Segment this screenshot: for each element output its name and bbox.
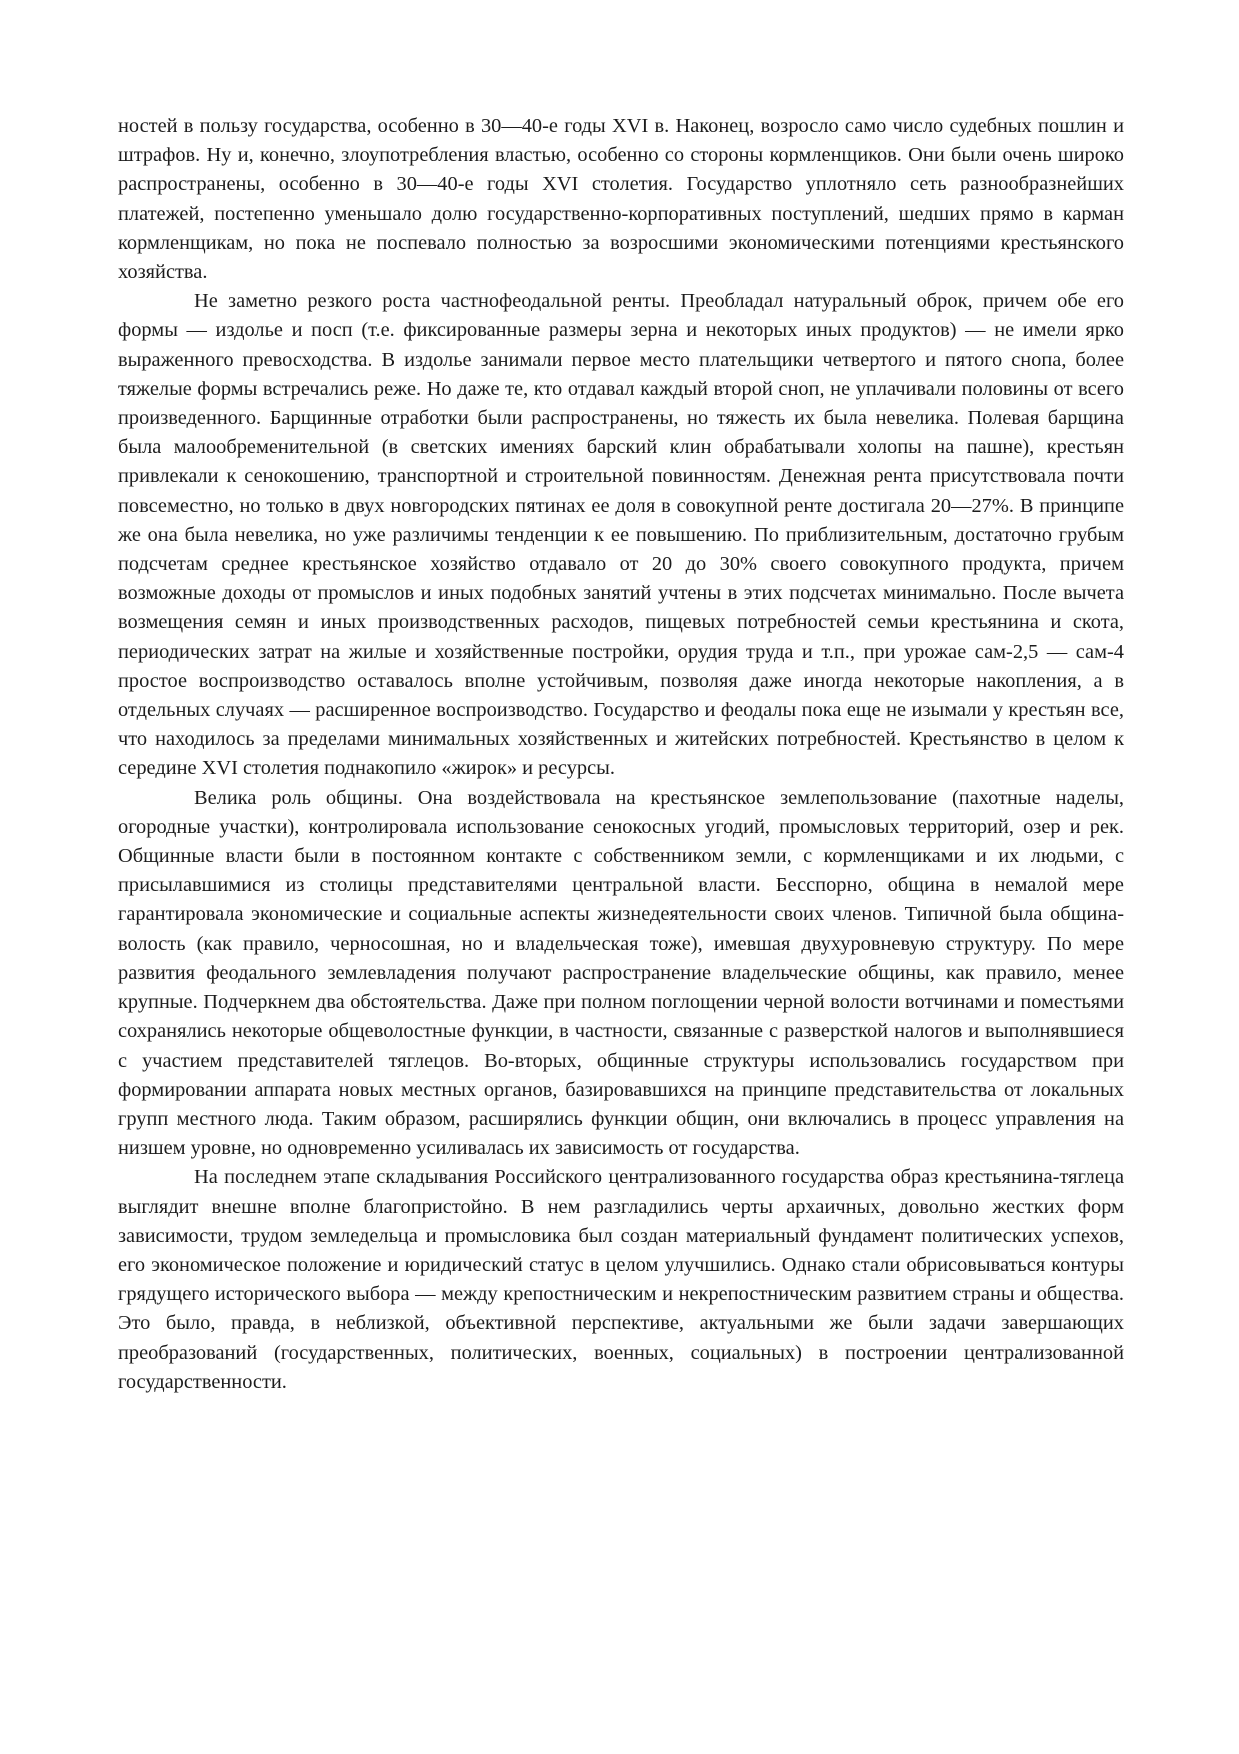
paragraph-1: ностей в пользу государства, особенно в 30—40-е годы XVI в. Наконец, возросло само число судебных пошлин и штрафов. Ну и, конечно, злоупотребления властью, особенно со стороны кормленщиков. Они были очень широко распространены, особенно в 30—40-е годы XVI столетия. Государство уплотняло сеть разнообразнейших платежей, постепенно уменьшало долю государственно-корпоративных поступлений, шедших прямо в карман кормленщикам, но пока не поспевало полностью за возросшими экономическими потенциями крестьянского хозяйства. [118,115,1124,284]
paragraph-3: Велика роль общины. Она воздействовала на крестьянское землепользование (пахотные наделы, огородные участки), контролировала использование сенокосных угодий, промысловых территорий, озер и рек. Общинные власти были в постоянном контакте с собственником земли, с кормленщиками и их людьми, с присылавшимися из столицы представителями центральной власти. Бесспорно, община в немалой мере гарантировала экономические и социальные аспекты жизнедеятельности своих членов. Типичной была община-волость (как правило, черносошная, но и владельческая тоже), имевшая двухуровневую структуру. По мере развития феодального землевладения получают распространение владельческие общины, как правило, менее крупные. Подчеркнем два обстоятельства. Даже при полном поглощении черной волости вотчинами и поместьями сохранялись некоторые общеволостные функции, в частности, связанные с разверсткой налогов и выполнявшиеся с участием представителей тяглецов. Во-вторых, общинные структуры использовались государством при формировании аппарата новых местных органов, базировавшихся на принципе представительства от локальных групп местного люда. Таким образом, расширялись функции общин, они включались в процесс управления на низшем уровне, но одновременно усиливалась их зависимость от государства. [118,786,1124,1160]
document-page [118,112,1124,1397]
paragraph-2: Не заметно резкого роста частнофеодальной ренты. Преобладал натуральный оброк, причем обе его формы — издолье и посп (т.е. фиксированные размеры зерна и некоторых иных продуктов) — не имели ярко выраженного превосходства. В издолье занимали первое место плательщики четвертого и пятого снопа, более тяжелые формы встречались реже. Но даже те, кто отдавал каждый второй сноп, не уплачивали половины от всего произведенного. Барщинные отработки были распространены, но тяжесть их была невелика. Полевая барщина была малообременительной (в светских имениях барский клин обрабатывали холопы на пашне), крестьян привлекали к сенокошению, транспортной и строительной повинностям. Денежная рента присутствовала почти повсеместно, но только в двух новгородских пятинах ее доля в совокупной ренте достигала 20—27%. В принципе же она была невелика, но уже различимы тенденции к ее повышению. По приблизительным, достаточно грубым подсчетам среднее крестьянское хозяйство отдавало от 20 до 30% своего совокупного продукта, причем возможные доходы от промыслов и иных подобных занятий учтены в этих подсчетах минимально. После вычета возмещения семян и иных производственных расходов, пищевых потребностей семьи крестьянина и скота, периодических затрат на жилые и хозяйственные постройки, орудия труда и т.п., при урожае сам-2,5 — сам-4 простое воспроизводство оставалось вполне устойчивым, позволяя даже иногда некоторые накопления, а в отдельных случаях — расширенное воспроизводство. Государство и феодалы пока еще не изымали у крестьян все, что находилось за пределами минимальных хозяйственных и житейских потребностей. Крестьянство в целом к середине XVI столетия поднакопило «жирок» и ресурсы. [118,290,1124,780]
paragraph-4: На последнем этапе складывания Российского централизованного государства образ крестьянина-тяглеца выглядит внешне вполне благопристойно. В нем разгладились черты архаичных, довольно жестких форм зависимости, трудом земледельца и промысловика был создан материальный фундамент политических успехов, его экономическое положение и юридический статус в целом улучшились. Однако стали обрисовываться контуры грядущего исторического выбора — между крепостническим и некрепостническим развитием страны и общества. Это было, правда, в неблизкой, объективной перспективе, актуальными же были задачи завершающих преобразований (государственных, политических, военных, социальных) в построении централизованной государственности. [118,1166,1124,1393]
